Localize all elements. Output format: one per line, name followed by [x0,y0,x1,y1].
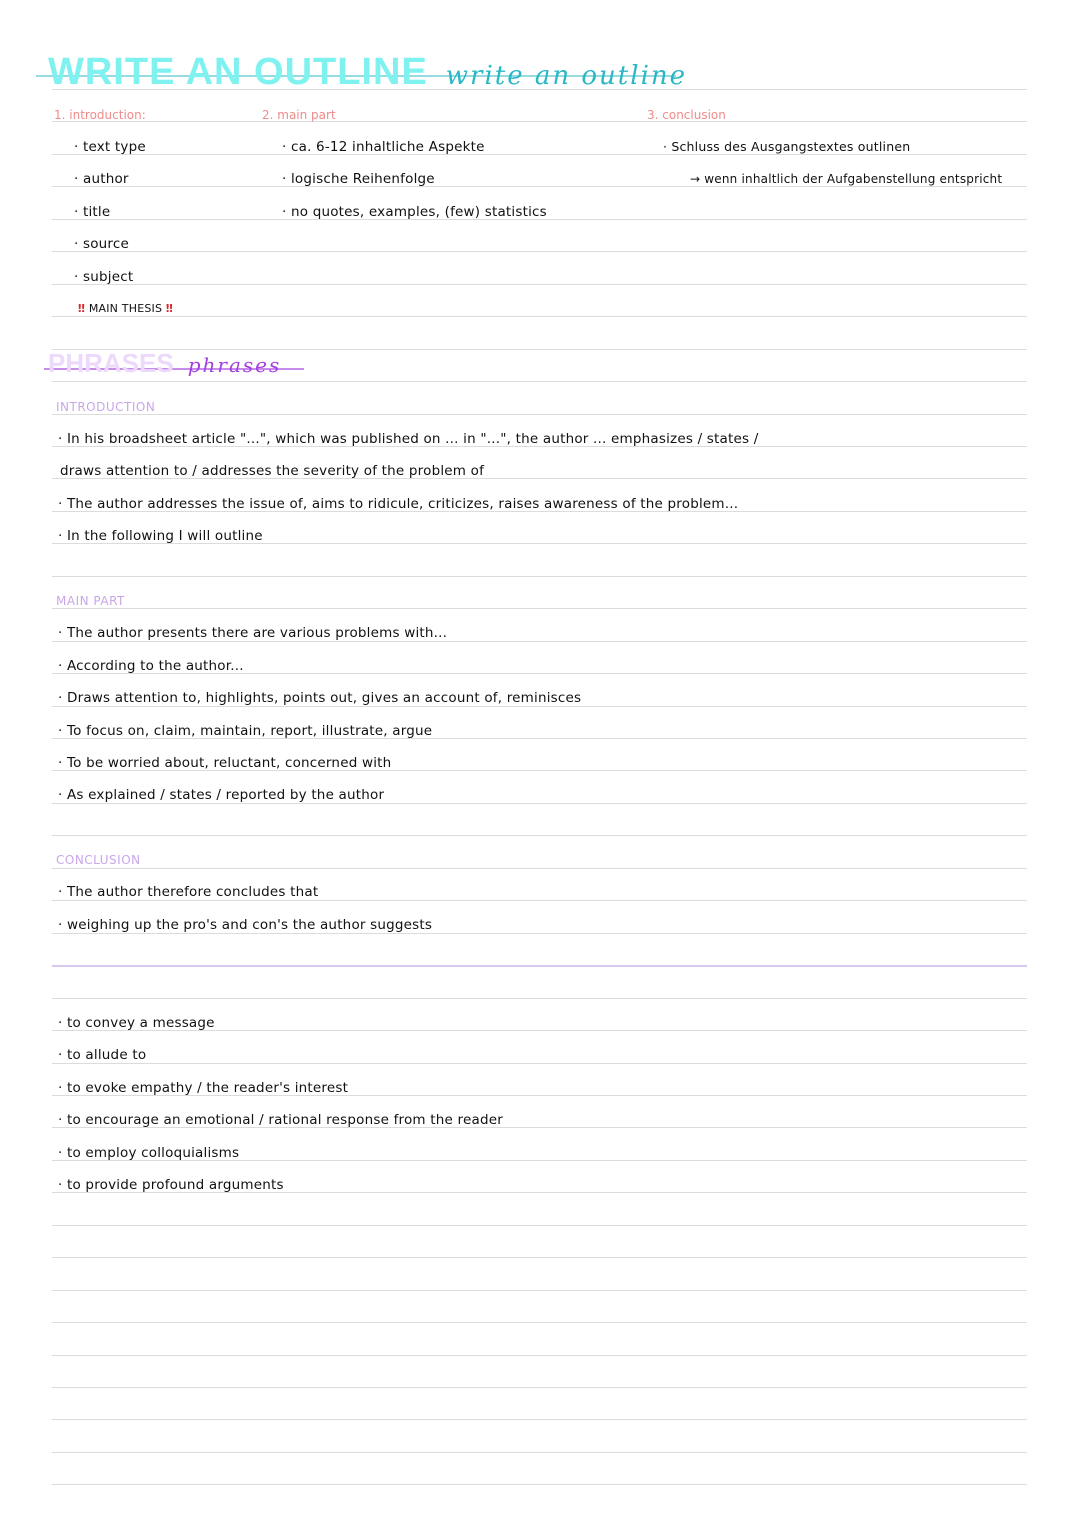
outline-heading-conclusion: 3. conclusion [647,108,726,122]
phrase-line: · to encourage an emotional / rational response from the reader [58,1112,503,1128]
phrase-line: · weighing up the pro's and con's the author suggests [58,917,433,933]
phrase-line: · to evoke empathy / the reader's interest [58,1080,349,1096]
phrases-heading-conclusion: CONCLUSION [56,853,141,867]
phrase-line: · The author therefore concludes that [58,884,319,900]
phrases-heading-main-part: MAIN PART [56,594,125,608]
ruled-line [52,1387,1027,1388]
outline-item: → wenn inhaltlich der Aufgabenstellung entspricht [690,172,1003,186]
ruled-line [52,121,1027,122]
phrase-line: · The author presents there are various problems with... [58,625,448,641]
phrases-title-script: phrases [187,353,282,377]
phrases-title [48,348,281,380]
phrases-heading-introduction: INTRODUCTION [56,400,156,414]
ruled-line [52,284,1027,285]
outline-item: · no quotes, examples, (few) statistics [282,204,547,220]
phrase-line: · According to the author... [58,658,244,674]
phrase-line: · To focus on, claim, maintain, report, illustrate, argue [58,723,433,739]
ruled-line [52,998,1027,999]
ruled-line [52,608,1027,609]
alert-marks-icon: ‼ [78,302,86,315]
outline-title-script: write an outline [445,61,688,91]
outline-item: · logische Reihenfolge [282,171,435,187]
outline-title-block: WRITE AN OUTLINE [48,51,428,93]
phrase-line: · to employ colloquialisms [58,1145,240,1161]
ruled-line [52,1063,1027,1064]
phrases-title-block: PHRASES [48,348,174,378]
phrase-line: draws attention to / addresses the severity of the problem of [60,463,485,479]
ruled-line [52,251,1027,252]
phrase-line: · to allude to [58,1047,147,1063]
outline-title [48,50,687,98]
ruled-line [52,835,1027,836]
ruled-line [52,1419,1027,1420]
outline-item: · subject [74,269,134,285]
phrase-line: · To be worried about, reluctant, concerned with [58,755,392,771]
ruled-line [52,1290,1027,1291]
outline-heading-introduction: 1. introduction: [54,108,146,122]
ruled-line [52,414,1027,415]
phrase-line: · Draws attention to, highlights, points out, gives an account of, reminisces [58,690,582,706]
outline-item: · text type [74,139,146,155]
ruled-line [52,1452,1027,1453]
main-thesis-label: MAIN THESIS [88,302,163,315]
phrase-line: · The author addresses the issue of, aims to ridicule, criticizes, raises awareness of the problem... [58,496,739,512]
ruled-line [52,381,1027,382]
phrase-line: · In the following I will outline [58,528,263,544]
ruled-line [52,868,1027,869]
outline-item: · source [74,236,130,252]
ruled-line [52,576,1027,577]
section-divider [52,965,1027,967]
ruled-line [52,316,1027,317]
phrase-line: · to provide profound arguments [58,1177,284,1193]
alert-marks-icon: ‼ [165,302,173,315]
phrase-line: · to convey a message [58,1015,215,1031]
outline-heading-main-part: 2. main part [262,108,336,122]
ruled-line [52,1355,1027,1356]
outline-item: · title [74,204,111,220]
ruled-line [52,1484,1027,1485]
ruled-line [52,1225,1027,1226]
ruled-line [52,1257,1027,1258]
outline-item: · Schluss des Ausgangstextes outlinen [663,139,911,154]
outline-item: · ca. 6-12 inhaltliche Aspekte [282,139,485,155]
phrase-line: · In his broadsheet article "...", which was published on ... in "...", the author ... emphasizes / states / [58,431,759,447]
phrase-line: · As explained / states / reported by the author [58,787,385,803]
outline-item: · author [74,171,129,187]
main-thesis-item [78,300,173,318]
ruled-line [52,1322,1027,1323]
